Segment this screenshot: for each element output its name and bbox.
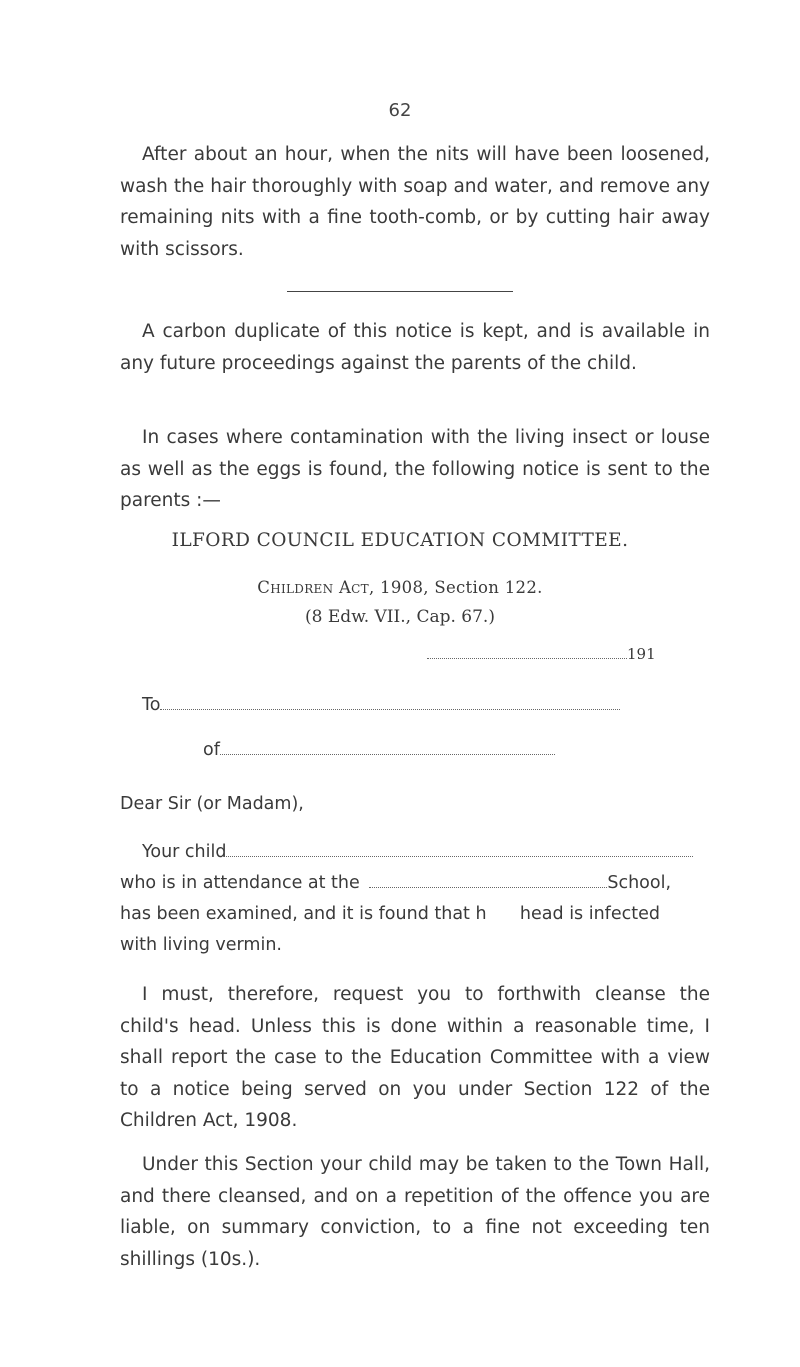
your-child-line: [142, 840, 693, 864]
to-blank: [160, 693, 620, 710]
attendance-suffix: School,: [607, 873, 672, 893]
paragraph-nits-removal: After about an hour, when the nits will have been loosened, wash the hair thoroughly with soap and water, and remove any remaining nits with a fine tooth-comb, or by cutting hair away with scissors.: [120, 144, 710, 260]
of-blank: [220, 738, 555, 755]
paragraph-carbon-duplicate: A carbon duplicate of this notice is kept, and is available in any future proceedings against the parents of the child.: [120, 321, 710, 374]
date-year-suffix: 191: [627, 645, 656, 663]
act-reference: [0, 578, 800, 597]
paragraph-cleanse-request: I must, therefore, request you to forthwith cleanse the child's head. Unless this is done within a reasonable time, I shall report the case to the Education Committee with a view to a notice being served on you under Section 122 of the Children Act, 1908.: [120, 984, 710, 1131]
section-divider: [287, 291, 513, 292]
salutation: Dear Sir (or Madam),: [120, 794, 304, 814]
act-name: Children Act,: [257, 578, 375, 597]
examined-line: has been examined, and it is found that h head is infected: [120, 904, 660, 924]
attendance-line: [120, 871, 671, 895]
attendance-prefix: who is in attendance at the: [120, 873, 360, 893]
page-number: 62: [388, 100, 412, 121]
date-blank: [427, 642, 627, 659]
act-section: 1908, Section 122.: [374, 578, 543, 597]
your-child-label: Your child: [142, 842, 227, 862]
of-line: [203, 738, 555, 762]
to-line: [142, 693, 620, 717]
school-name-blank: [369, 871, 607, 888]
paragraph-contamination: In cases where contamination with the living insect or louse as well as the eggs is found, the following notice is sent to the parents :—: [120, 427, 710, 511]
act-chapter: (8 Edw. VII., Cap. 67.): [305, 607, 495, 627]
to-label: To: [142, 695, 161, 715]
vermin-line: with living vermin.: [120, 935, 282, 955]
notice-heading: ILFORD COUNCIL EDUCATION COMMITTEE.: [171, 530, 629, 551]
child-name-blank: [226, 840, 693, 857]
paragraph-section-penalty: Under this Section your child may be taken to the Town Hall, and there cleansed, and on a repetition of the offence you are liable, on summary conviction, to a fine not exceeding ten shillings (10s.).: [120, 1154, 710, 1270]
of-label: of: [203, 740, 220, 760]
date-line: [427, 642, 656, 666]
